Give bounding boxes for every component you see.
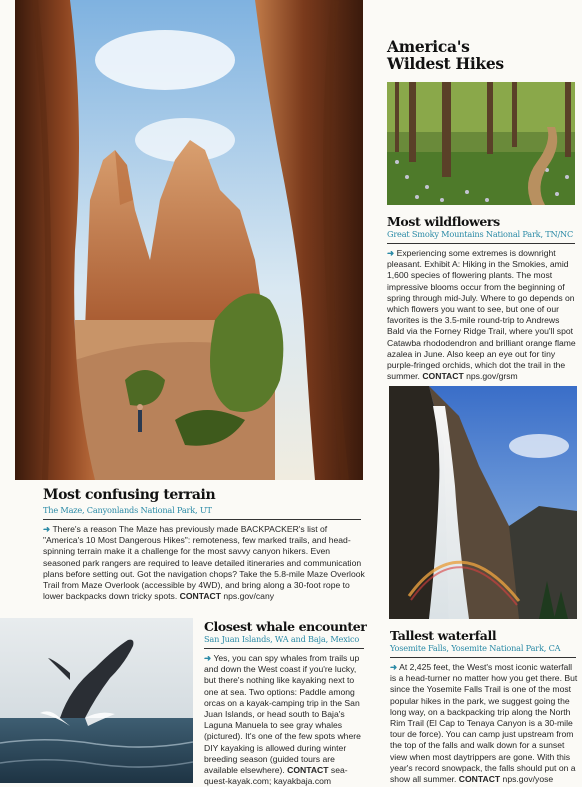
wildflowers-divider (387, 243, 575, 244)
terrain-contact-link[interactable]: nps.gov/cany (223, 591, 275, 602)
smoky-forest-photo (387, 82, 575, 205)
whale-contact-label: CONTACT (287, 765, 329, 776)
terrain-heading: Most confusing terrain (43, 487, 216, 503)
wildflowers-location: Great Smoky Mountains National Park, TN/NC (387, 229, 574, 239)
waterfall-location: Yosemite Falls, Yosemite National Park, CA (390, 643, 561, 653)
terrain-divider (43, 519, 361, 520)
arrow-icon: ➜ (387, 248, 395, 258)
maze-canyon-photo (15, 0, 363, 480)
arrow-icon: ➜ (204, 653, 212, 663)
wildflowers-contact-link[interactable]: nps.gov/grsm (466, 371, 518, 382)
whale-text: Yes, you can spy whales from trails up and down the West coast if you're lucky, but there's nothing like kayaking next to one at sea. Two options: Paddle among orcas on a kayak-camping trip in the San Juan Islands, or head south to Baja's Laguna Manuela to see gray whales (pictured). It's one of the few spots where DIY kayaking is allowed during winter breeding season (guided tours are available elsewhere). (204, 653, 361, 776)
page-title (387, 38, 572, 72)
arrow-icon: ➜ (390, 662, 398, 672)
wildflowers-heading: Most wildflowers (387, 214, 500, 229)
terrain-contact-label: CONTACT (179, 591, 221, 602)
whale-location: San Juan Islands, WA and Baja, Mexico (204, 634, 360, 644)
whale-breach-photo (0, 618, 193, 783)
wildflowers-text: Experiencing some extremes is downright pleasant. Exhibit A: Hiking in the Smokies, amid 1,600 species of flowering plants. The most impressive blooms occur from the beginning of spring through mid-July. Where to go depends on which flowers you want to see, but one of our favorites is the 3.5-mile round-trip to Andrews Bald via the Forney Ridge Trail, where you'll spot Catawba rhododendron and brilliant orange flame azalea in June. Also keep an eye out for tiny purple-fringed orchids, which dot the trail in the summer. (387, 248, 576, 382)
waterfall-heading: Tallest waterfall (390, 628, 497, 643)
waterfall-contact-link[interactable]: nps.gov/yose (502, 774, 554, 785)
arrow-icon: ➜ (43, 524, 51, 534)
terrain-body (43, 524, 365, 602)
whale-heading: Closest whale encounter (204, 619, 367, 634)
waterfall-text: At 2,425 feet, the West's most iconic waterfall is a head-turner no matter how you get there. But since the Yosemite Falls Trail is one of the most popular hikes in the park, we suggest going the long way, on a backpacking trip along the North Rim Trail (El Cap to Tenaya Canyon is a 30-mile tour de force). You can camp just upstream from the top of the falls and walk down for a sunset view when most daytrippers are gone. With this year's record snowpack, the falls should put on a show all summer. (390, 662, 578, 785)
page-title-line2: Wildest Hikes (387, 54, 504, 73)
page-title-line1: America's (387, 37, 470, 56)
terrain-text: There's a reason The Maze has previously made BACKPACKER's list of "America's 10 Most Dangerous Hikes": remoteness, few marked trails, and head-spinning terrain make it a challenge for the most savvy canyon hikers. Even seasoned park rangers are required to leave detailed itineraries and communication plans before setting out. Got the navigation chops? Take the 5.8-mile Maze Overlook Trail from Maze Overlook (accessible by 4WD), and bring along a 30-foot rope to lower backpacks down tricky spots. (43, 524, 365, 602)
waterfall-divider (390, 657, 576, 658)
waterfall-body (390, 662, 579, 785)
wildflowers-contact-label: CONTACT (422, 371, 464, 382)
terrain-location: The Maze, Canyonlands National Park, UT (43, 505, 212, 515)
whale-body (204, 653, 366, 787)
waterfall-contact-label: CONTACT (458, 774, 501, 785)
whale-divider (204, 648, 364, 649)
wildflowers-body (387, 248, 577, 382)
whale-contact-link[interactable]: sea-quest-kayak.com; kayakbaja.com (204, 765, 348, 787)
yosemite-falls-photo (389, 386, 577, 619)
